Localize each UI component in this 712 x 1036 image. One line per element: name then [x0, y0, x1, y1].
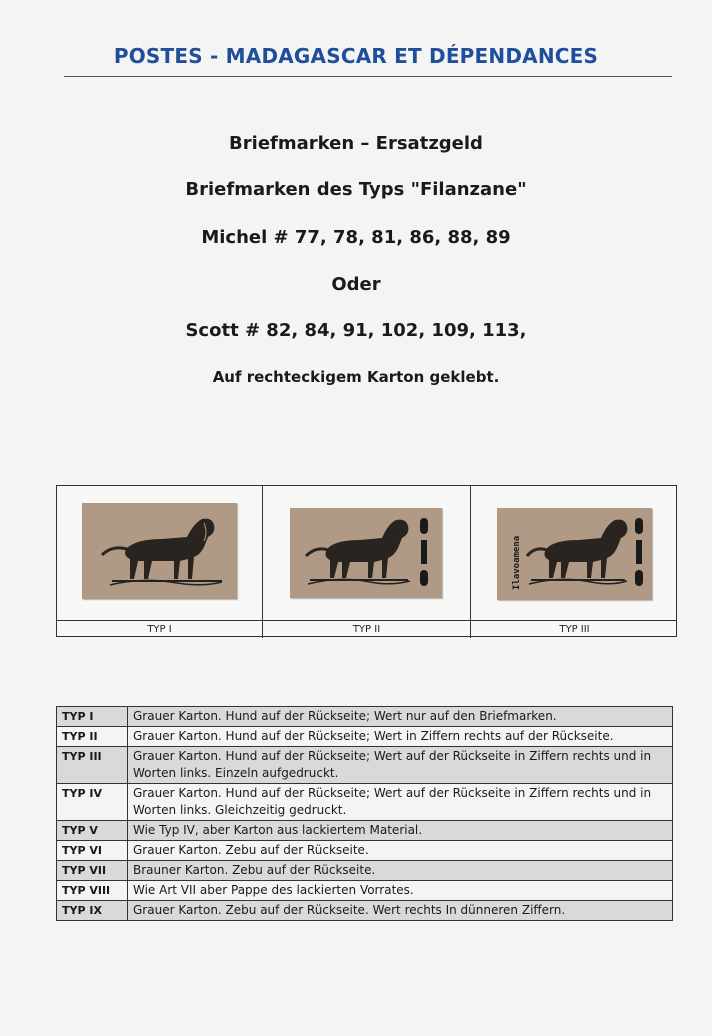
dog-icon	[82, 503, 237, 599]
table-row	[57, 821, 673, 841]
type-description: Wie Art VII aber Pappe des lackierten Vorrates.	[128, 881, 673, 901]
heading-michel: Michel # 77, 78, 81, 86, 88, 89	[201, 227, 511, 248]
type-description: Grauer Karton. Hund auf der Rückseite; Wert in Ziffern rechts auf der Rückseite.	[128, 727, 673, 747]
type-description: Grauer Karton. Zebu auf der Rückseite. Wert rechts In dünneren Ziffern.	[128, 901, 673, 921]
table-row	[57, 707, 673, 727]
type-code: TYP V	[57, 821, 128, 841]
title-underline	[64, 76, 672, 77]
type-description: Grauer Karton. Zebu auf der Rückseite.	[128, 841, 673, 861]
table-row	[57, 841, 673, 861]
heading-scott: Scott # 82, 84, 91, 102, 109, 113,	[185, 320, 527, 341]
heading-ersatzgeld: Briefmarken – Ersatzgeld	[229, 133, 483, 154]
heading-oder: Oder	[331, 274, 381, 295]
heading-karton: Auf rechteckigem Karton geklebt.	[212, 368, 500, 386]
card-type-ii	[290, 508, 442, 598]
type-ii-cell	[263, 486, 471, 620]
table-row	[57, 727, 673, 747]
table-row	[57, 881, 673, 901]
card-iii-value-words: Ilavoamena	[512, 535, 522, 590]
type-i-cell	[57, 486, 263, 620]
dog-icon	[497, 508, 652, 600]
type-i-label: TYP I	[57, 621, 263, 638]
type-code: TYP III	[57, 747, 128, 784]
type-description: Wie Typ IV, aber Karton aus lackiertem Material.	[128, 821, 673, 841]
type-iii-cell	[471, 486, 678, 620]
type-description: Brauner Karton. Zebu auf der Rückseite.	[128, 861, 673, 881]
page-title: POSTES - MADAGASCAR ET DÉPENDANCES	[113, 44, 599, 68]
type-ii-label: TYP II	[263, 621, 471, 638]
type-description: Grauer Karton. Hund auf der Rückseite; Wert auf der Rückseite in Ziffern rechts und in Worten links. Gleichzeitig gedruckt.	[128, 784, 673, 821]
type-code: TYP IX	[57, 901, 128, 921]
card-type-i	[82, 503, 237, 599]
type-images-panel	[56, 485, 677, 637]
dog-icon	[290, 508, 442, 598]
type-code: TYP I	[57, 707, 128, 727]
type-description-table	[56, 706, 673, 921]
type-description: Grauer Karton. Hund auf der Rückseite; Wert auf der Rückseite in Ziffern rechts und in Worten links. Einzeln aufgedruckt.	[128, 747, 673, 784]
table-row	[57, 747, 673, 784]
type-labels-row	[57, 620, 676, 638]
table-row	[57, 861, 673, 881]
card-type-iii	[497, 508, 652, 600]
type-code: TYP VII	[57, 861, 128, 881]
table-row	[57, 901, 673, 921]
type-code: TYP VI	[57, 841, 128, 861]
type-iii-label: TYP III	[559, 624, 590, 635]
heading-filanzane: Briefmarken des Typs "Filanzane"	[185, 179, 527, 200]
type-code: TYP II	[57, 727, 128, 747]
table-row	[57, 784, 673, 821]
type-code: TYP IV	[57, 784, 128, 821]
type-code: TYP VIII	[57, 881, 128, 901]
type-description: Grauer Karton. Hund auf der Rückseite; Wert nur auf den Briefmarken.	[128, 707, 673, 727]
